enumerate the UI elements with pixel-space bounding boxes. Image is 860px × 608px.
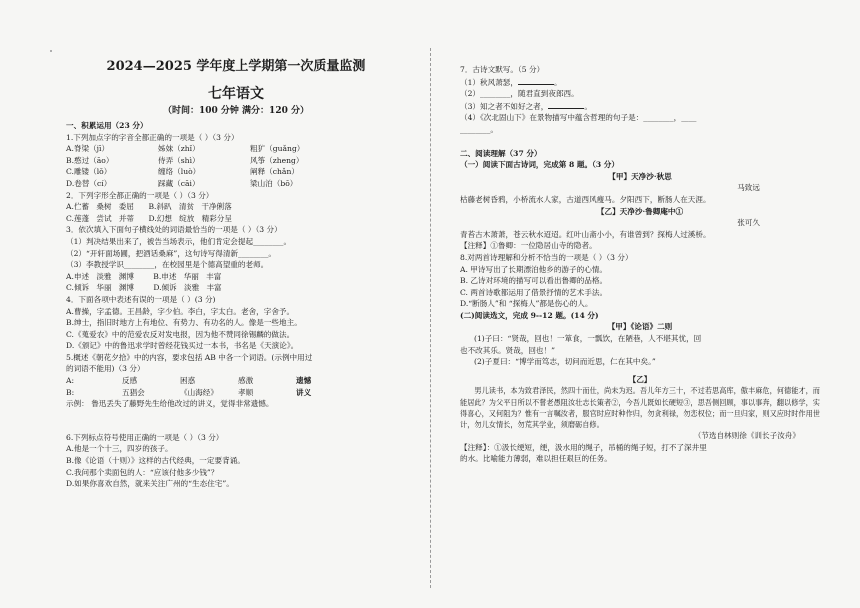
q8-option-a: A. 甲诗写出了长期漂泊他乡的游子的心情。 bbox=[460, 264, 607, 274]
text-a-passage-1: (1)子曰：“贤哉，回也！一箪食，一瓢饮，在陋巷，人不堪其忧，回 bbox=[474, 334, 702, 344]
q7-stem: 7．古诗文默写。（5 分） bbox=[460, 65, 545, 74]
q5-word: 反感 bbox=[122, 376, 138, 386]
exam-subject: 七年语文 bbox=[208, 86, 264, 102]
q4-option-d: D.《颁记》中的鲁迅求学时曾经花钱买过一本书，书名是《天演论》。 bbox=[66, 341, 299, 351]
q7-line-2: （2）________，随君直到夜郎西。 bbox=[460, 89, 579, 99]
q6-option-c: C.我问那个卖面包的人：“应该付他多少钱”？ bbox=[66, 467, 219, 477]
q2-stem: 2．下列字形全都正确的一项是（ ）（3 分） bbox=[66, 190, 214, 200]
text-a-title: 【甲】《论语》二则 bbox=[607, 322, 673, 332]
q1-stem: 1.下列加点字的字音全都正确的一项是（ ）（3 分） bbox=[66, 132, 239, 142]
right-column bbox=[460, 64, 820, 465]
text-a-passage-1-cont: 也不改其乐。贤哉，回也！” bbox=[460, 345, 556, 355]
q3-word: 渊博 bbox=[118, 271, 134, 281]
q3-word: 淡雅 bbox=[184, 283, 200, 293]
q3-word: 淡雅 bbox=[96, 271, 112, 281]
poem-1-text: 枯藤老树昏鸦，小桥流水人家，古道西风瘦马。夕阳西下，断肠人在天涯。 bbox=[460, 194, 711, 204]
q3-word: 华丽 bbox=[96, 283, 112, 293]
q2-word: C.莲蓬 bbox=[66, 213, 90, 223]
q1-opt: 梁山泊（bō） bbox=[250, 178, 298, 188]
q7-line-1: （1）秋风萧瑟， 。 bbox=[460, 77, 562, 87]
q3-word: A.申述 bbox=[66, 271, 90, 281]
q3-word: 华丽 bbox=[183, 271, 199, 281]
q7-text: （1）秋风萧瑟， bbox=[460, 77, 518, 87]
text-a-passage-2: (2)子夏曰：“博学而笃志，切问而近思，仁在其中矣。” bbox=[474, 357, 656, 367]
reading-part-1-heading: （一）阅读下面古诗词，完成第 8 题。（3 分） bbox=[460, 160, 619, 170]
q5-word: 遗憾 bbox=[296, 376, 312, 386]
text-b-note: 【注释】：①汲长绠短，绠，汲水用的绳子，吊桶的绳子短，打不了深井里 bbox=[460, 442, 707, 452]
q2-word: B.斜趴 bbox=[148, 202, 172, 212]
q8-stem: 8.对两首诗理解和分析不恰当的一项是（ ）（3 分） bbox=[460, 252, 633, 262]
q4-stem: 4．下面各项中表述有误的一项是（ ）(3 分) bbox=[66, 294, 216, 304]
poem-1-author: 马致远 bbox=[737, 183, 760, 193]
q3-stem: 3．依次填入下面句子横线处的词语最恰当的一项是（ ）（3 分） bbox=[66, 225, 282, 235]
q5-stem-2: 的词语不能用)（3 分） bbox=[66, 364, 145, 374]
q7-line-3: （3）知之者不如好之者， 。 bbox=[460, 101, 592, 111]
q7-blank bbox=[518, 76, 554, 85]
q3-word: D.倾诉 bbox=[153, 283, 177, 293]
q2-word: 清贫 bbox=[178, 202, 195, 212]
q2-word: 绽放 bbox=[179, 213, 195, 223]
q4-option-b: B.绅士，指旧时地方上有地位、有势力、有功名的人。像是一些地主。 bbox=[66, 318, 302, 328]
q3-options-row-1 bbox=[66, 271, 406, 283]
text-b-title: 【乙】 bbox=[628, 374, 652, 384]
q1-opt: 风筝（zheng） bbox=[250, 155, 304, 165]
q5-word: B: bbox=[66, 387, 75, 397]
q1-opt: C.雕镂（lǒ） bbox=[66, 167, 112, 177]
q2-word: 精彩分呈 bbox=[201, 213, 232, 223]
q3-word: 渊博 bbox=[118, 283, 135, 293]
q3-word: C.倾诉 bbox=[66, 283, 90, 293]
q5-row-a bbox=[66, 375, 406, 387]
q5-word: 困惑 bbox=[180, 376, 196, 386]
q4-option-a: A.曹操，字孟德。王昌龄，字少伯。李白，字太白。老舍，字舍予。 bbox=[66, 306, 295, 316]
q1-opt: 踩藏（cāi） bbox=[158, 178, 200, 188]
spacer bbox=[460, 136, 820, 146]
q8-option-b: B. 乙诗对环境的描写可以看出鲁卿的品格。 bbox=[460, 276, 608, 286]
q3-word: 丰富 bbox=[206, 283, 222, 293]
exam-time-info: （时间：100 分钟 满分：120 分） bbox=[163, 106, 309, 116]
scan-speck bbox=[50, 50, 52, 52]
q5-word: 五猖会 bbox=[122, 387, 145, 397]
q1-opt: 侍弄（shì） bbox=[158, 155, 200, 165]
poem-note: 【注释】①鲁卿：一位隐居山寺的隐者。 bbox=[460, 241, 597, 251]
q5-example: 示例： 鲁迅丢失了藤野先生给他改过的讲义，觉得非常遗憾。 bbox=[66, 399, 274, 409]
q1-opt: D.卷替（cí） bbox=[66, 178, 112, 188]
q2-word: 干净俐落 bbox=[201, 202, 232, 212]
q8-option-d: D.“断肠人”和 “探梅人”都是伤心的人。 bbox=[460, 299, 593, 309]
q7-line-4: （4）《次北固山下》在景物描写中蕴含哲理的句子是：________，____ bbox=[460, 113, 697, 123]
q7-blank bbox=[548, 100, 584, 109]
column-divider bbox=[430, 48, 431, 588]
q6-option-b: B.像《论语（十则）》这样的古代经典，一定要背诵。 bbox=[66, 456, 245, 466]
text-b-passage: 男儿读书，本为致君泽民，然四十而仕，尚未为迟。吾儿年方三十，不过若思高库，傲丰麻危，何德能才，而能居此？为父平日所以不嘗老愚阻汝壮志长策者②，今吾儿既如长硬短③，思吾侧回顾，事以事奔，翻以修学，实得喜心，又何阻为？惟有一言嘱汝者，服官时应时种作归，勿贪利禄，勿恋权位；而一旦归家，则又应时时作用世计，勿儿女情长，勿荒其学业，须磨砺自修。 bbox=[460, 386, 820, 430]
left-column bbox=[66, 50, 406, 490]
q1-opt: A.脊梁（jī） bbox=[66, 144, 110, 154]
q3-sentence-3: （3）李教授学识________，在校园里是个德高望重的老师。 bbox=[66, 260, 269, 270]
q1-opt: 阐释（chǎn） bbox=[250, 167, 299, 177]
poem-2-text: 青苔古木萧萧，苍云秋水迢迢。红叶山斋小小，有谁曾到？探梅人过溪桥。 bbox=[460, 229, 711, 239]
q2-word: D.幻想 bbox=[148, 213, 172, 223]
text-b-note-cont: 的水。比喻能力薄弱，难以担任艰巨的任务。 bbox=[460, 454, 612, 464]
text-b-source: （节选自林则徐《训长子汝舟》 bbox=[693, 431, 800, 441]
poem-1-title: 【甲】天净沙·秋思 bbox=[608, 171, 672, 181]
section-2-heading: 二、阅读理解（37 分） bbox=[460, 148, 542, 158]
q3-sentence-2: （2）“开轩面场圃，把酒话桑麻”，这句诗写得清新________。 bbox=[66, 248, 277, 258]
q1-opt: 姊妹（zhǐ） bbox=[158, 144, 200, 154]
q3-word: 丰富 bbox=[206, 271, 222, 281]
section-1-heading: 一、积累运用（23 分） bbox=[66, 121, 148, 130]
q1-opt: B.憨过（āo） bbox=[66, 155, 114, 165]
q4-option-c: C.《蒐爱农》中的范爱农反对发电报，因为他不赞同徐锡麟的做法。 bbox=[66, 329, 295, 339]
q5-word: 感激 bbox=[238, 376, 254, 386]
q2-word: A.伫蓄 bbox=[66, 202, 90, 212]
q2-options-row-2 bbox=[66, 213, 406, 225]
q5-word: 《山海经》 bbox=[180, 387, 218, 397]
poem-2-title: 【乙】天净沙·鲁卿庵中① bbox=[596, 206, 684, 216]
q2-word: 尝试 bbox=[96, 213, 112, 223]
q2-options-row-1 bbox=[66, 201, 406, 213]
q2-word: 桑树 bbox=[96, 202, 112, 212]
q5-word: 孝顺 bbox=[238, 387, 254, 397]
q3-options-row-2 bbox=[66, 282, 406, 294]
q3-sentence-1: （1）判决结果出来了，被告当场表示，他们肯定会提起________。 bbox=[66, 236, 292, 246]
q2-word: 委屈 bbox=[118, 202, 134, 212]
q6-option-a: A.他是一个十三，四岁的孩子。 bbox=[66, 444, 173, 454]
q5-row-b bbox=[66, 387, 406, 399]
q6-stem: 6.下列标点符号使用正确的一项是（ ）（3 分） bbox=[66, 432, 224, 442]
q1-opt: 粗犷（guǎng） bbox=[250, 144, 305, 154]
q5-word: A: bbox=[66, 376, 75, 386]
q7-text: （3）知之者不如好之者， bbox=[460, 101, 549, 111]
q1-options bbox=[66, 143, 406, 189]
q7-line-5: ________。 bbox=[460, 124, 498, 134]
answer-space bbox=[66, 410, 406, 432]
q8-option-c: C. 两首诗歌都运用了借景抒情的艺术手法。 bbox=[460, 287, 608, 297]
poem-2-author: 张可久 bbox=[737, 218, 760, 228]
q3-word: B.申述 bbox=[153, 271, 177, 281]
reading-part-2-heading: (二)阅读选文，完成 9--12 题。(14 分) bbox=[460, 310, 599, 320]
q1-opt: 缠络（luò） bbox=[158, 167, 201, 177]
q5-stem-1: 5.概述《朝花夕拾》中的内容，要求包括 AB 中各一个词语。(示例中用过 bbox=[66, 352, 313, 362]
exam-title: 2024—2025 学年度上学期第一次质量监测 bbox=[106, 59, 366, 74]
q2-word: 并蒂 bbox=[118, 213, 135, 223]
q5-word: 讲义 bbox=[296, 387, 312, 397]
q6-option-d: D.如果你喜欢自然，就来关注广州的“生态住宅”。 bbox=[66, 479, 234, 489]
